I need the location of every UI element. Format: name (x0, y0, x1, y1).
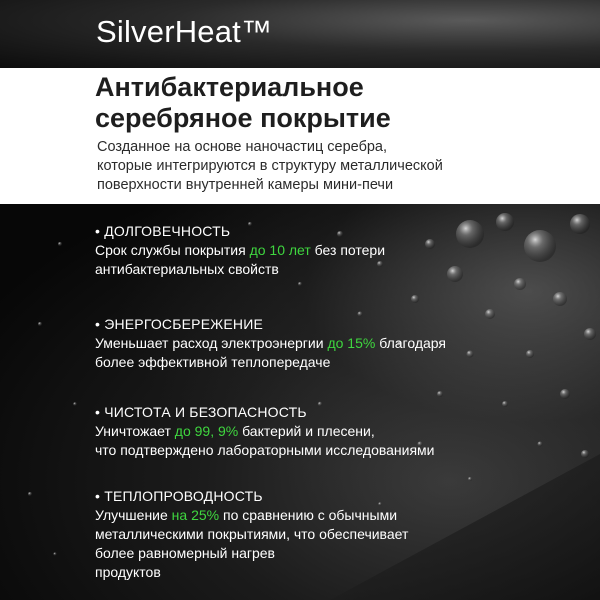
feature-text: более эффективной теплопередаче (95, 354, 331, 370)
feature-title: • ЧИСТОТА И БЕЗОПАСНОСТЬ (95, 404, 307, 420)
feature-text: Уменьшает расход электроэнергии (95, 335, 328, 351)
feature-text: продуктов (95, 564, 161, 580)
feature-durability (95, 222, 515, 279)
feature-description (95, 422, 575, 460)
feature-text: что подтверждено лабораторными исследованиями (95, 442, 435, 458)
feature-title: • ДОЛГОВЕЧНОСТЬ (95, 223, 231, 239)
brand-header (0, 0, 600, 68)
feature-text: без потери (310, 242, 386, 258)
subtitle-line-1: Созданное на основе наночастиц серебра, (97, 139, 388, 155)
feature-cleanliness (95, 403, 575, 460)
water-droplets-background (0, 204, 600, 600)
headline-line-1: Антибактериальное (95, 72, 364, 102)
feature-highlight: до 99, 9% (174, 423, 239, 439)
headline-line-2: серебряное покрытие (95, 103, 391, 133)
feature-text: Улучшение (95, 507, 172, 523)
subtitle-line-3: поверхности внутренней камеры мини-печи (97, 177, 394, 193)
feature-text: металлическими покрытиями, что обеспечивает (95, 526, 409, 542)
feature-title: • ТЕПЛОПРОВОДНОСТЬ (95, 488, 263, 504)
feature-highlight: до 15% (327, 335, 376, 351)
feature-text: Срок службы покрытия (95, 242, 250, 258)
feature-text: более равномерный нагрев (95, 545, 275, 561)
subtitle-line-2: которые интегрируются в структуру металлической (97, 158, 443, 174)
feature-description (95, 334, 515, 372)
feature-title: • ЭНЕРГОСБЕРЕЖЕНИЕ (95, 316, 264, 332)
feature-thermal-conductivity (95, 487, 515, 582)
page-headline (95, 72, 391, 134)
feature-text: по сравнению с обычными (219, 507, 398, 523)
feature-description (95, 506, 515, 582)
brand-logo: SilverHeat™ (96, 14, 273, 49)
feature-text: Уничтожает (95, 423, 175, 439)
feature-highlight: на 25% (171, 507, 220, 523)
feature-text: бактерий и плесени, (238, 423, 375, 439)
feature-highlight: до 10 лет (249, 242, 311, 258)
page-subtitle (97, 138, 577, 195)
feature-description (95, 241, 515, 279)
feature-text: антибактериальных свойств (95, 261, 279, 277)
feature-text: благодаря (375, 335, 446, 351)
feature-energy-saving (95, 315, 515, 372)
